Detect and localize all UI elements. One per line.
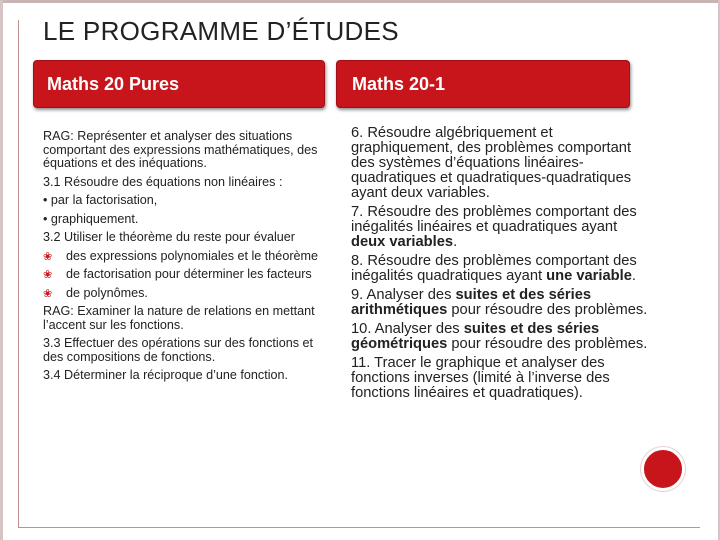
left-column-header (33, 60, 325, 108)
right-column-body (351, 126, 653, 401)
left-item-rag-1: RAG: Représenter et analyser des situations comportant des expressions mathématiques, des équations et des inéquations. (43, 129, 318, 170)
right-item-text: pour résoudre des problèmes. (447, 302, 648, 318)
left-column-header-label: Maths 20 Pures (47, 73, 180, 94)
right-item-emphasis: deux variables (351, 234, 454, 250)
left-item-3-2: 3.2 Utiliser le théorème du reste pour évaluer (43, 230, 296, 244)
left-item-3-4: 3.4 Déterminer la réciproque d’une fonction. (43, 368, 289, 382)
slide-left-border (0, 0, 3, 540)
right-item-8 (351, 254, 653, 284)
right-column-header-label: Maths 20-1 (352, 73, 446, 94)
left-bullet-item (43, 268, 321, 282)
right-item-text: 8. Résoudre des problèmes comportant des inégalités quadratiques ayant (351, 253, 637, 284)
left-column-body (43, 130, 321, 383)
slide-frame-line-horizontal (18, 527, 700, 528)
right-item-emphasis: une variable (546, 268, 632, 284)
decorative-circle (641, 447, 685, 491)
right-item-text: 6. Résoudre algébriquement et graphiquement, des problèmes comportant des systèmes d’équations linéaires-quadratiques et quadratiques-quadratiques ayant deux variables. (351, 125, 632, 201)
right-item-6 (351, 126, 653, 201)
left-bullet-text: des expressions polynomiales et le théorème (66, 248, 319, 263)
right-item-7 (351, 205, 653, 250)
right-item-text: 10. Analyser des (351, 321, 464, 337)
right-item-text: 9. Analyser des (351, 287, 456, 303)
left-bullet-item (43, 287, 321, 301)
right-column-header (336, 60, 630, 108)
right-item-text: 11. Tracer le graphique et analyser des fonctions inverses (limité à l’inverse des fonctions linéaires et quadratiques). (351, 355, 610, 401)
right-item-text: 7. Résoudre des problèmes comportant des inégalités linéaires et quadratiques ayant (351, 204, 637, 235)
right-item-emphasis: suites et des séries géométriques (351, 321, 600, 352)
shield-icon: ❀ (43, 269, 53, 281)
right-item-11 (351, 356, 653, 401)
left-bullet-text: de polynômes. (66, 285, 148, 300)
left-item-3-3: 3.3 Effectuer des opérations sur des fonctions et des compositions de fonctions. (43, 336, 313, 364)
slide-top-border (0, 0, 720, 3)
right-item-text: . (631, 268, 636, 284)
left-bullet-item (43, 250, 321, 264)
slide-frame-line-vertical (18, 20, 19, 528)
right-item-9 (351, 288, 653, 318)
shield-icon: ❀ (43, 287, 53, 300)
left-item-rag-2: RAG: Examiner la nature de relations en mettant l’accent sur les fonctions. (43, 304, 315, 332)
shield-icon: ❀ (43, 250, 53, 263)
left-item-3-1: 3.1 Résoudre des équations non linéaires : (43, 174, 283, 189)
right-item-text: . (453, 234, 458, 250)
left-item-factorisation: • par la factorisation, (43, 193, 158, 207)
right-item-text: pour résoudre des problèmes. (447, 336, 648, 352)
right-item-emphasis: suites et des séries arithmétiques (351, 287, 592, 318)
right-item-10 (351, 322, 653, 352)
slide-title: LE PROGRAMME D’ÉTUDES (43, 16, 399, 46)
left-item-graphiquement: • graphiquement. (43, 211, 139, 226)
left-bullet-text: de factorisation pour déterminer les facteurs (66, 267, 312, 281)
